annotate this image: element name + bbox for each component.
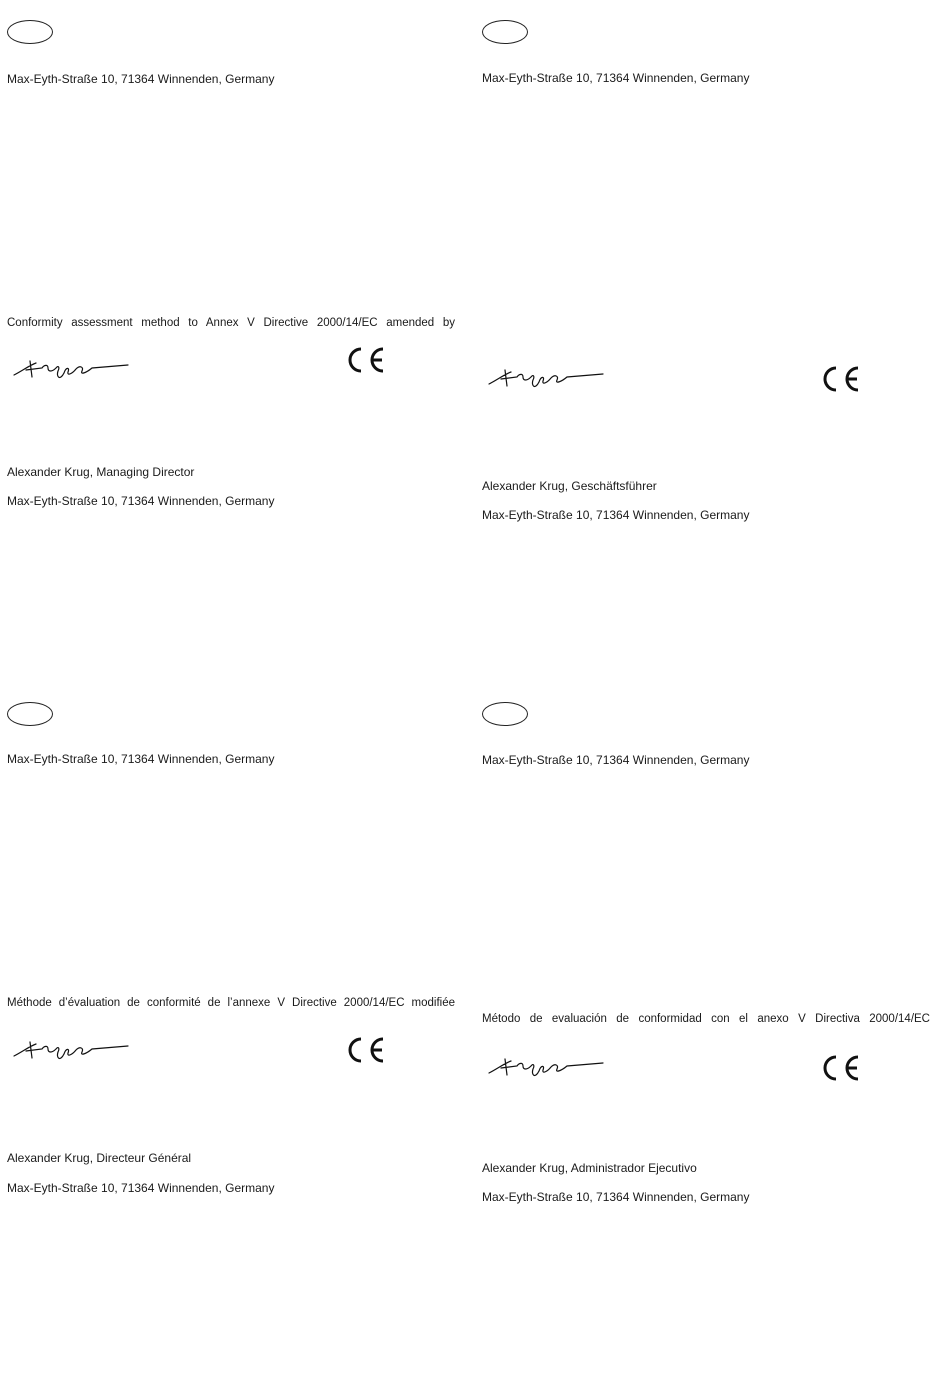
signature-image <box>485 1053 605 1081</box>
signatory-name-title: Alexander Krug, Managing Director <box>7 465 195 479</box>
signature-image <box>485 364 605 392</box>
language-badge-oval <box>482 702 528 726</box>
language-badge-oval <box>482 20 528 44</box>
declaration-panel-en <box>0 0 460 640</box>
ce-mark <box>820 1053 860 1083</box>
language-badge-oval <box>7 20 53 44</box>
signatory-name-title: Alexander Krug, Directeur Général <box>7 1151 192 1165</box>
ce-mark <box>345 1035 385 1065</box>
company-address-top: Max-Eyth-Straße 10, 71364 Winnenden, Germany <box>7 72 275 86</box>
signatory-name-title: Alexander Krug, Geschäftsführer <box>482 479 657 493</box>
signature-image <box>10 1036 130 1064</box>
declaration-panel-fr <box>0 682 460 1322</box>
signature-image <box>10 355 130 383</box>
conformity-method-text: Conformity assessment method to Annex V Directive 2000/14/EC amended by <box>7 317 455 329</box>
conformity-method-text: Méthode d’évaluation de conformité de l’annexe V Directive 2000/14/EC modifiée <box>7 997 455 1009</box>
company-address-bottom: Max-Eyth-Straße 10, 71364 Winnenden, Germany <box>482 1190 750 1204</box>
company-address-bottom: Max-Eyth-Straße 10, 71364 Winnenden, Germany <box>7 494 275 508</box>
declaration-panel-es <box>475 682 935 1322</box>
declaration-panel-de <box>475 0 935 640</box>
company-address-bottom: Max-Eyth-Straße 10, 71364 Winnenden, Germany <box>7 1181 275 1195</box>
company-address-top: Max-Eyth-Straße 10, 71364 Winnenden, Germany <box>482 753 750 767</box>
ce-mark <box>820 364 860 394</box>
language-badge-oval <box>7 702 53 726</box>
company-address-top: Max-Eyth-Straße 10, 71364 Winnenden, Germany <box>7 752 275 766</box>
signatory-name-title: Alexander Krug, Administrador Ejecutivo <box>482 1161 697 1175</box>
company-address-top: Max-Eyth-Straße 10, 71364 Winnenden, Germany <box>482 71 750 85</box>
company-address-bottom: Max-Eyth-Straße 10, 71364 Winnenden, Germany <box>482 508 750 522</box>
conformity-method-text: Método de evaluación de conformidad con el anexo V Directiva 2000/14/EC <box>482 1013 930 1025</box>
ce-mark <box>345 345 385 375</box>
